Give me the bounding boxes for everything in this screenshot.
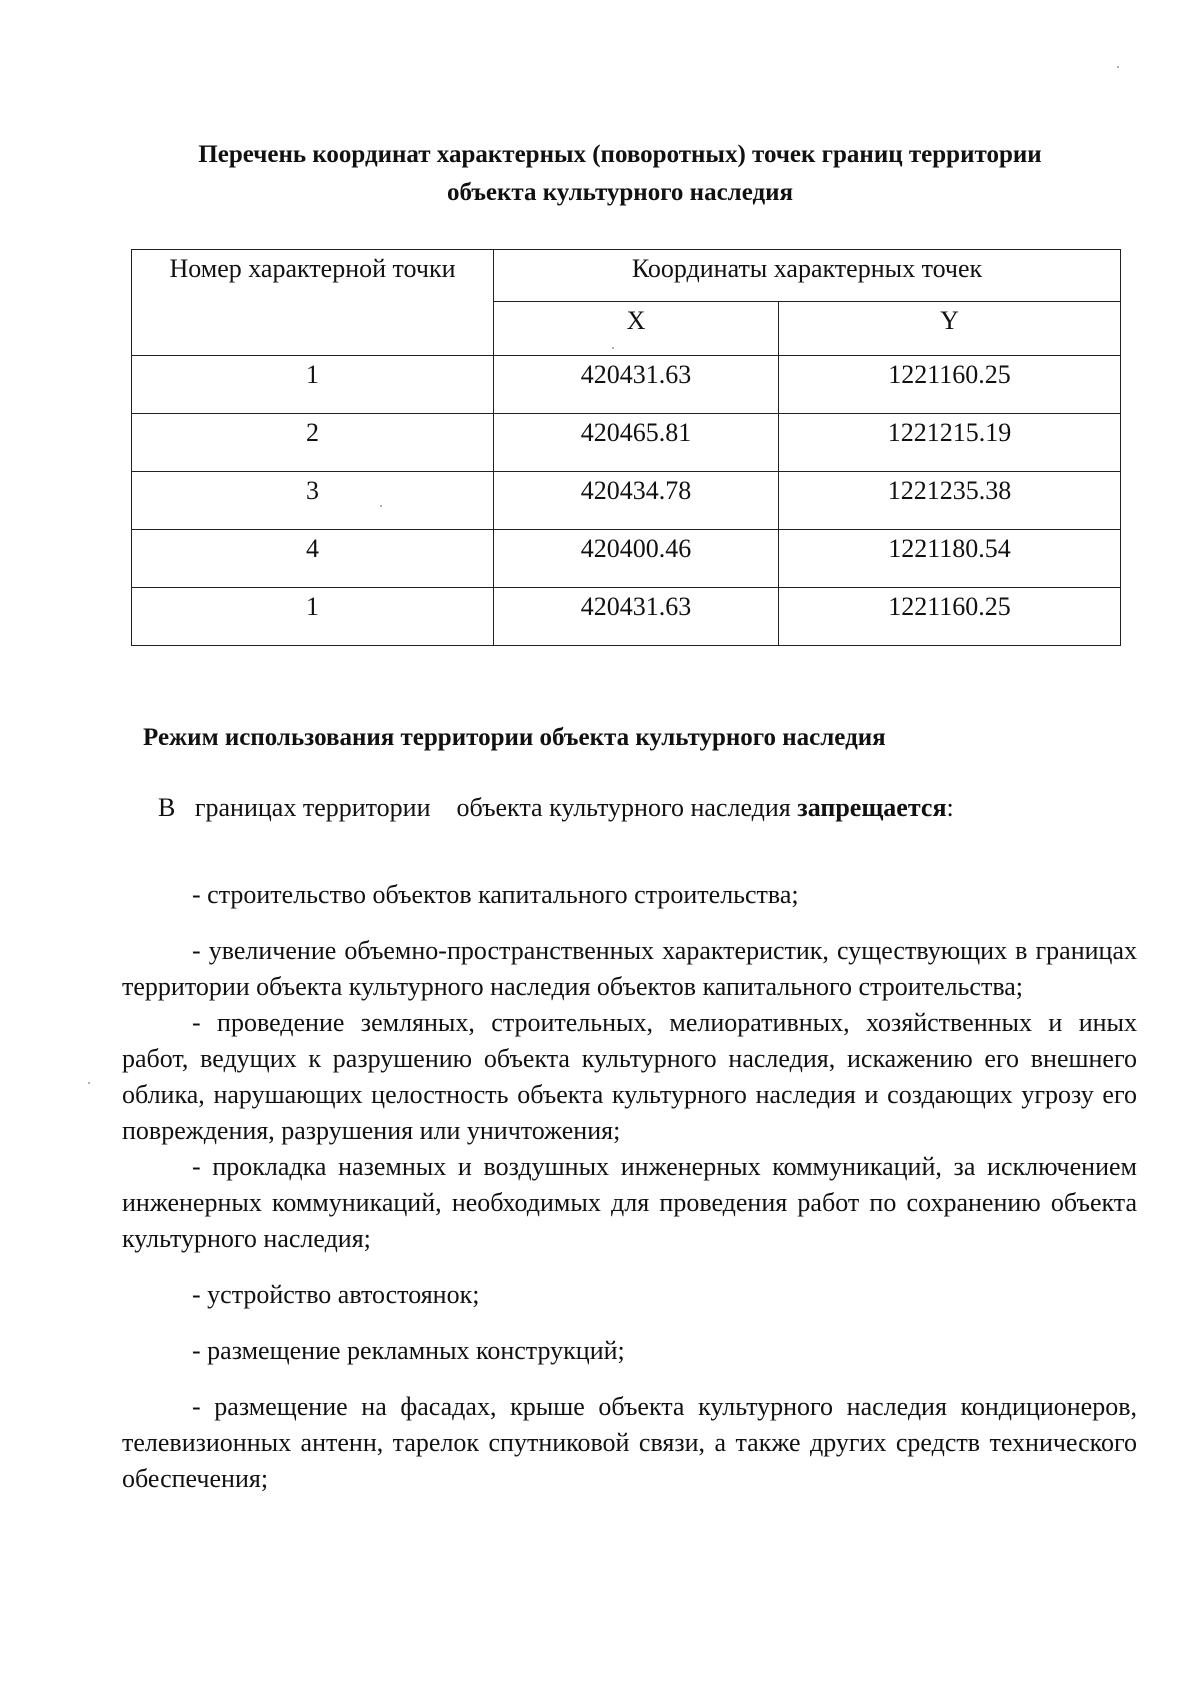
title-line-2: объекта культурного наследия: [446, 179, 794, 206]
header-y: Y: [779, 302, 1121, 356]
cell-point-number: 2: [132, 414, 494, 472]
cell-y: 1221160.25: [779, 356, 1121, 414]
list-item: - размещение рекламных конструкций;: [192, 1336, 625, 1365]
lead-suffix: :: [946, 793, 954, 822]
title-line-1: Перечень координат характерных (поворотных) точек границ территории: [198, 141, 1042, 168]
cell-y: 1221160.25: [779, 588, 1121, 646]
list-item: - устройство автостоянок;: [192, 1280, 480, 1309]
lead-bold: запрещается: [797, 793, 947, 822]
coordinates-table: [131, 249, 1121, 646]
list-item: - увеличение объемно-пространственных характеристик, существующих в границах территории объекта культурного наследия объектов капитального строительства;: [122, 936, 1137, 1001]
table-row: [132, 472, 1121, 530]
table-row: [132, 530, 1121, 588]
table-row: [132, 588, 1121, 646]
cell-point-number: 1: [132, 356, 494, 414]
cell-y: 1221180.54: [779, 530, 1121, 588]
cell-x: 420434.78: [494, 472, 779, 530]
scan-speck: [1117, 66, 1119, 68]
list-item: - прокладка наземных и воздушных инженерных коммуникаций, за исключением инженерных коммуникаций, необходимых для проведения работ по сохранению объекта культурного наследия;: [122, 1152, 1137, 1253]
lead-paragraph: [158, 793, 954, 823]
scan-speck: [380, 505, 382, 507]
section-title: Режим использования территории объекта культурного наследия: [143, 724, 886, 751]
cell-x: 420431.63: [494, 356, 779, 414]
page-title: [120, 136, 1120, 212]
cell-y: 1221215.19: [779, 414, 1121, 472]
cell-x: 420400.46: [494, 530, 779, 588]
header-x: X: [494, 302, 779, 356]
scan-speck: [88, 1082, 90, 1084]
list-item: - проведение земляных, строительных, мелиоративных, хозяйственных и иных работ, ведущих к разрушению объекта культурного наследия, искажению его внешнего облика, нарушающих целостность объекта культурного наследия и создающих угрозу его повреждения, разрушения или уничтожения;: [122, 1008, 1137, 1145]
prohibitions-list: [122, 877, 1137, 1497]
table-row: [132, 414, 1121, 472]
lead-prefix: В границах территории объекта культурного наследия: [158, 793, 798, 822]
cell-point-number: 1: [132, 588, 494, 646]
table-header-row: [132, 250, 1121, 302]
list-item: - строительство объектов капитального строительства;: [192, 880, 799, 909]
cell-x: 420465.81: [494, 414, 779, 472]
cell-point-number: 4: [132, 530, 494, 588]
cell-x: 420431.63: [494, 588, 779, 646]
list-item: - размещение на фасадах, крыше объекта культурного наследия кондиционеров, телевизионных антенн, тарелок спутниковой связи, а также других средств технического обеспечения;: [122, 1392, 1137, 1493]
scan-speck: [612, 347, 614, 349]
header-point-number: Номер характерной точки: [132, 250, 494, 356]
cell-y: 1221235.38: [779, 472, 1121, 530]
cell-point-number: 3: [132, 472, 494, 530]
table-row: [132, 356, 1121, 414]
header-coordinates: Координаты характерных точек: [494, 250, 1121, 302]
